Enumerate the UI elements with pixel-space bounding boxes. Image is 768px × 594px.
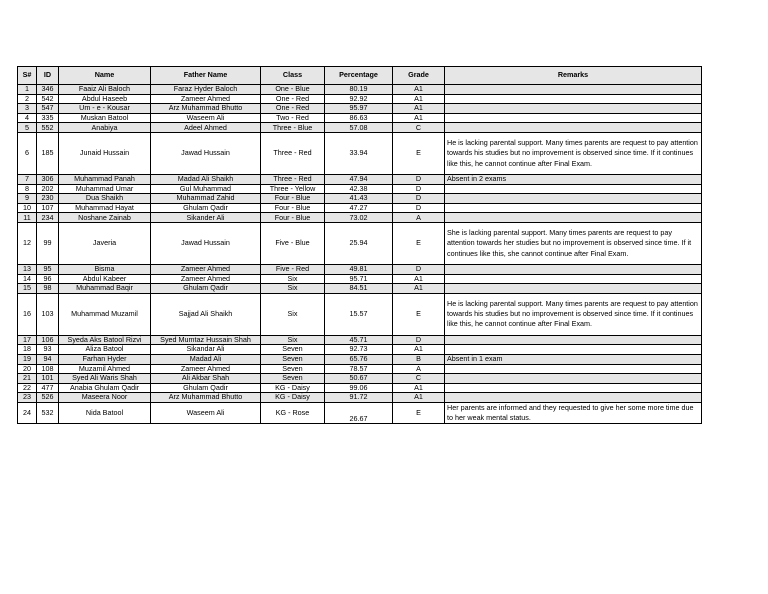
cell-class: Two - Red [261,113,325,123]
cell-name: Muhammad Hayat [59,203,151,213]
cell-father-name: Sajjad Ali Shaikh [151,293,261,335]
cell-father-name: Waseem Ali [151,113,261,123]
cell-class: One - Red [261,94,325,104]
table-row [18,345,702,355]
cell-id: 103 [37,293,59,335]
cell-percentage: 57.08 [325,123,393,133]
cell-name: Um - e - Kousar [59,104,151,114]
cell-class: Six [261,274,325,284]
cell-grade: D [393,203,445,213]
cell-percentage: 73.02 [325,213,393,223]
cell-name: Muhammad Panah [59,174,151,184]
cell-father-name: Ghulam Qadir [151,284,261,294]
cell-id: 552 [37,123,59,133]
cell-class: KG - Daisy [261,393,325,403]
cell-id: 94 [37,354,59,364]
table-row [18,213,702,223]
cell-class: Three - Yellow [261,184,325,194]
cell-id: 547 [37,104,59,114]
cell-grade: B [393,354,445,364]
cell-father-name: Madad Ali Shaikh [151,174,261,184]
cell-name: Muhammad Baqir [59,284,151,294]
cell-father-name: Muhammad Zahid [151,194,261,204]
cell-class: Four - Blue [261,203,325,213]
cell-name: Muhammad Umar [59,184,151,194]
cell-percentage: 92.73 [325,345,393,355]
cell-id: 93 [37,345,59,355]
cell-name: Abdul Haseeb [59,94,151,104]
cell-percentage: 45.71 [325,335,393,345]
cell-remarks [445,213,702,223]
cell-sn: 7 [18,174,37,184]
cell-sn: 5 [18,123,37,133]
cell-percentage: 25.94 [325,222,393,264]
cell-father-name: Adeel Ahmed [151,123,261,133]
cell-father-name: Ghulam Qadir [151,383,261,393]
cell-name: Nida Batool [59,402,151,423]
col-header-grade: Grade [393,67,445,85]
col-header-class: Class [261,67,325,85]
student-results-table [17,66,702,424]
cell-name: Maseera Noor [59,393,151,403]
cell-remarks [445,85,702,95]
cell-father-name: Ghulam Qadir [151,203,261,213]
cell-percentage: 47.27 [325,203,393,213]
cell-name: Abdul Kabeer [59,274,151,284]
cell-class: Seven [261,354,325,364]
table-row [18,174,702,184]
cell-sn: 16 [18,293,37,335]
cell-percentage: 15.57 [325,293,393,335]
cell-grade: D [393,194,445,204]
cell-name: Farhan Hyder [59,354,151,364]
cell-father-name: Arz Muhammad Bhutto [151,393,261,403]
cell-remarks [445,203,702,213]
header-row [18,67,702,85]
table-row [18,364,702,374]
table-row [18,132,702,174]
cell-id: 101 [37,374,59,384]
cell-grade: A1 [393,383,445,393]
cell-class: Seven [261,345,325,355]
cell-id: 95 [37,264,59,274]
cell-percentage: 42.38 [325,184,393,194]
cell-percentage: 47.94 [325,174,393,184]
cell-grade: A1 [393,85,445,95]
cell-id: 542 [37,94,59,104]
cell-father-name: Jawad Hussain [151,132,261,174]
col-header-remarks: Remarks [445,67,702,85]
cell-sn: 3 [18,104,37,114]
cell-id: 230 [37,194,59,204]
cell-name: Noshane Zainab [59,213,151,223]
table-row [18,374,702,384]
cell-sn: 6 [18,132,37,174]
cell-remarks [445,284,702,294]
cell-name: Aliza Batool [59,345,151,355]
cell-name: Faaiz Ali Baloch [59,85,151,95]
cell-id: 532 [37,402,59,423]
cell-remarks [445,274,702,284]
cell-percentage: 95.97 [325,104,393,114]
cell-sn: 17 [18,335,37,345]
cell-class: KG - Rose [261,402,325,423]
cell-id: 346 [37,85,59,95]
cell-name: Syed Ali Waris Shah [59,374,151,384]
cell-percentage: 33.94 [325,132,393,174]
table-row [18,203,702,213]
cell-father-name: Ali Akbar Shah [151,374,261,384]
col-header-sn: S# [18,67,37,85]
table-row [18,354,702,364]
cell-sn: 19 [18,354,37,364]
cell-percentage: 86.63 [325,113,393,123]
table-row [18,85,702,95]
table-row [18,194,702,204]
cell-remarks [445,184,702,194]
cell-grade: D [393,174,445,184]
table-row [18,94,702,104]
table-row [18,264,702,274]
table-row [18,393,702,403]
cell-remarks: He is lacking parental support. Many times parents are request to pay attention towards his studies but no improvement is observed since time. If it continues like this, he cannot continue after Final Exam. [445,293,702,335]
cell-grade: A [393,213,445,223]
cell-sn: 9 [18,194,37,204]
cell-sn: 21 [18,374,37,384]
cell-sn: 1 [18,85,37,95]
cell-father-name: Waseem Ali [151,402,261,423]
cell-name: Junaid Hussain [59,132,151,174]
cell-father-name: Madad Ali [151,354,261,364]
table-row [18,274,702,284]
cell-remarks [445,374,702,384]
cell-sn: 2 [18,94,37,104]
cell-father-name: Syed Mumtaz Hussain Shah [151,335,261,345]
cell-grade: E [393,222,445,264]
cell-grade: A1 [393,113,445,123]
cell-father-name: Sikander Ali [151,213,261,223]
cell-remarks: Absent in 2 exams [445,174,702,184]
cell-grade: A [393,364,445,374]
cell-grade: D [393,335,445,345]
cell-grade: D [393,184,445,194]
cell-name: Anabia Ghulam Qadir [59,383,151,393]
cell-sn: 14 [18,274,37,284]
table-row [18,222,702,264]
cell-remarks [445,264,702,274]
cell-class: Five - Red [261,264,325,274]
cell-id: 202 [37,184,59,194]
cell-id: 108 [37,364,59,374]
cell-class: Three - Blue [261,123,325,133]
cell-remarks: Absent in 1 exam [445,354,702,364]
cell-remarks [445,345,702,355]
table-row [18,402,702,423]
cell-id: 98 [37,284,59,294]
cell-remarks [445,364,702,374]
table-row [18,184,702,194]
cell-id: 477 [37,383,59,393]
table-row [18,335,702,345]
cell-father-name: Arz Muhammad Bhutto [151,104,261,114]
cell-id: 234 [37,213,59,223]
cell-grade: E [393,402,445,423]
cell-percentage: 65.76 [325,354,393,364]
cell-remarks [445,123,702,133]
cell-percentage: 84.51 [325,284,393,294]
cell-father-name: Zameer Ahmed [151,364,261,374]
cell-class: Five - Blue [261,222,325,264]
col-header-father-name: Father Name [151,67,261,85]
cell-id: 99 [37,222,59,264]
cell-percentage: 49.81 [325,264,393,274]
cell-remarks: Her parents are informed and they requested to give her some more time due to her weak mental status. [445,402,702,423]
cell-name: Muhammad Muzamil [59,293,151,335]
col-header-id: ID [37,67,59,85]
cell-class: Three - Red [261,174,325,184]
cell-class: Four - Blue [261,194,325,204]
cell-remarks [445,335,702,345]
cell-sn: 20 [18,364,37,374]
cell-grade: A1 [393,284,445,294]
cell-grade: C [393,374,445,384]
cell-class: Four - Blue [261,213,325,223]
cell-grade: E [393,132,445,174]
cell-father-name: Zameer Ahmed [151,274,261,284]
cell-percentage: 26.67 [325,402,393,423]
cell-class: Seven [261,364,325,374]
cell-percentage: 92.92 [325,94,393,104]
cell-remarks [445,194,702,204]
cell-grade: A1 [393,104,445,114]
cell-percentage: 95.71 [325,274,393,284]
cell-sn: 24 [18,402,37,423]
cell-grade: D [393,264,445,274]
cell-id: 96 [37,274,59,284]
cell-father-name: Zameer Ahmed [151,264,261,274]
cell-sn: 12 [18,222,37,264]
cell-class: Three - Red [261,132,325,174]
cell-id: 185 [37,132,59,174]
cell-class: KG - Daisy [261,383,325,393]
cell-percentage: 50.67 [325,374,393,384]
cell-name: Syeda Aks Batool Rizvi [59,335,151,345]
table-row [18,123,702,133]
cell-percentage: 99.06 [325,383,393,393]
cell-sn: 23 [18,393,37,403]
cell-class: Six [261,284,325,294]
cell-id: 107 [37,203,59,213]
cell-remarks: She is lacking parental support. Many times parents are request to pay attention towards her studies but no improvement is observed since time. If it continues like this, she cannot continue after Final Exam. [445,222,702,264]
cell-class: Six [261,293,325,335]
cell-sn: 8 [18,184,37,194]
cell-class: Six [261,335,325,345]
cell-father-name: Gul Muhammad [151,184,261,194]
cell-id: 335 [37,113,59,123]
cell-sn: 18 [18,345,37,355]
cell-remarks [445,383,702,393]
cell-sn: 11 [18,213,37,223]
cell-father-name: Jawad Hussain [151,222,261,264]
cell-percentage: 41.43 [325,194,393,204]
cell-remarks [445,393,702,403]
cell-sn: 4 [18,113,37,123]
cell-remarks: He is lacking parental support. Many times parents are request to pay attention towards his studies but no improvement is observed since time. If it continues like this, he cannot continue after Final Exam. [445,132,702,174]
cell-grade: A1 [393,274,445,284]
cell-sn: 13 [18,264,37,274]
cell-remarks [445,94,702,104]
table-body [18,85,702,424]
cell-name: Javeria [59,222,151,264]
cell-class: Seven [261,374,325,384]
cell-name: Bisma [59,264,151,274]
cell-grade: A1 [393,94,445,104]
cell-sn: 15 [18,284,37,294]
cell-sn: 10 [18,203,37,213]
cell-remarks [445,104,702,114]
col-header-name: Name [59,67,151,85]
cell-name: Anabiya [59,123,151,133]
table-row [18,104,702,114]
cell-grade: A1 [393,393,445,403]
col-header-percentage: Percentage [325,67,393,85]
cell-name: Muzamil Ahmed [59,364,151,374]
cell-grade: E [393,293,445,335]
cell-name: Muskan Batool [59,113,151,123]
cell-father-name: Sikandar Ali [151,345,261,355]
table-row [18,113,702,123]
table-row [18,284,702,294]
cell-percentage: 78.57 [325,364,393,374]
cell-class: One - Red [261,104,325,114]
cell-remarks [445,113,702,123]
cell-grade: C [393,123,445,133]
cell-father-name: Faraz Hyder Baloch [151,85,261,95]
cell-id: 526 [37,393,59,403]
cell-percentage: 80.19 [325,85,393,95]
table-row [18,293,702,335]
cell-name: Dua Shaikh [59,194,151,204]
cell-sn: 22 [18,383,37,393]
cell-percentage: 91.72 [325,393,393,403]
cell-grade: A1 [393,345,445,355]
cell-id: 306 [37,174,59,184]
table-row [18,383,702,393]
cell-class: One - Blue [261,85,325,95]
cell-father-name: Zameer Ahmed [151,94,261,104]
cell-id: 106 [37,335,59,345]
